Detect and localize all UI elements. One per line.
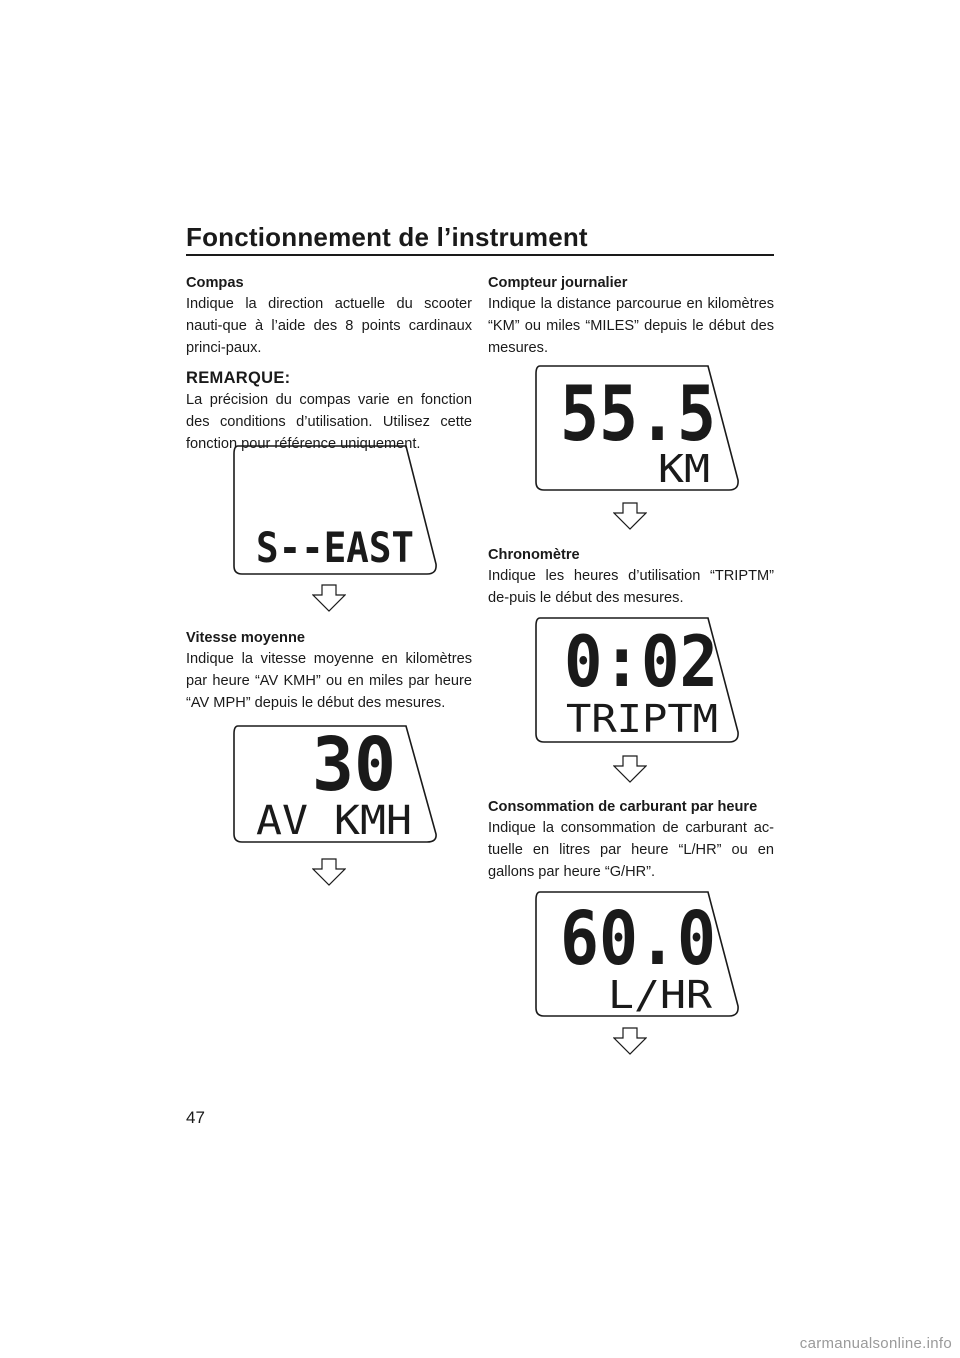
title-rule [186, 254, 774, 256]
trip-meter-unit: KM [658, 447, 710, 491]
trip-meter-value: 55.5 [560, 369, 716, 458]
stopwatch-value: 0:02 [564, 621, 718, 703]
page-title: Fonctionnement de l’instrument [186, 222, 588, 252]
fuel-rate-lcd-display [530, 888, 742, 1020]
note-heading: REMARQUE: [186, 369, 291, 387]
stopwatch-unit: TRIPTM [566, 697, 718, 741]
compass-lcd-display [228, 442, 440, 578]
stopwatch-lcd-display [530, 614, 742, 746]
avg-speed-unit: AV KMH [256, 798, 412, 844]
fuel-rate-unit: L/HR [608, 973, 713, 1017]
page-number: 47 [186, 1108, 205, 1127]
trip-meter-lcd-display [530, 362, 742, 494]
compass-heading: Compas [186, 275, 244, 291]
avg-speed-value: 30 [312, 722, 396, 808]
fuel-rate-section [488, 797, 774, 883]
watermark: carmanualsonline.info [799, 1335, 952, 1352]
avg-speed-section [186, 628, 472, 714]
compass-section [186, 273, 472, 455]
compass-body: Indique la direction actuelle du scooter nauti-que à l’aide des 8 points cardinaux princi-paux. [186, 296, 472, 356]
compass-display-text: S--EAST [256, 523, 414, 572]
note-body: La précision du compas varie en fonction des conditions d’utilisation. Utilisez cette fonction pour référence uniquement. [186, 392, 472, 452]
stopwatch-section [488, 545, 774, 609]
trip-meter-body: Indique la distance parcourue en kilomètres “KM” ou miles “MILES” depuis le début des mesures. [488, 296, 774, 356]
down-arrow-icon [613, 1027, 647, 1060]
fuel-rate-heading: Consommation de carburant par heure [488, 799, 758, 815]
stopwatch-heading: Chronomètre [488, 547, 580, 563]
avg-speed-heading: Vitesse moyenne [186, 630, 305, 646]
avg-speed-lcd-display [228, 722, 440, 846]
avg-speed-body: Indique la vitesse moyenne en kilomètres par heure “AV KMH” ou en miles par heure “AV MPH” depuis le début des mesures. [186, 651, 472, 711]
fuel-rate-body: Indique la consommation de carburant ac-tuelle en litres par heure “L/HR” ou en gallons par heure “G/HR”. [488, 820, 774, 880]
down-arrow-icon [613, 755, 647, 788]
fuel-rate-value: 60.0 [560, 896, 716, 982]
stopwatch-body: Indique les heures d’utilisation “TRIPTM” de-puis le début des mesures. [488, 568, 774, 606]
trip-meter-heading: Compteur journalier [488, 275, 628, 291]
down-arrow-icon [312, 584, 346, 617]
down-arrow-icon [613, 502, 647, 535]
trip-meter-section [488, 273, 774, 359]
down-arrow-icon [312, 858, 346, 891]
